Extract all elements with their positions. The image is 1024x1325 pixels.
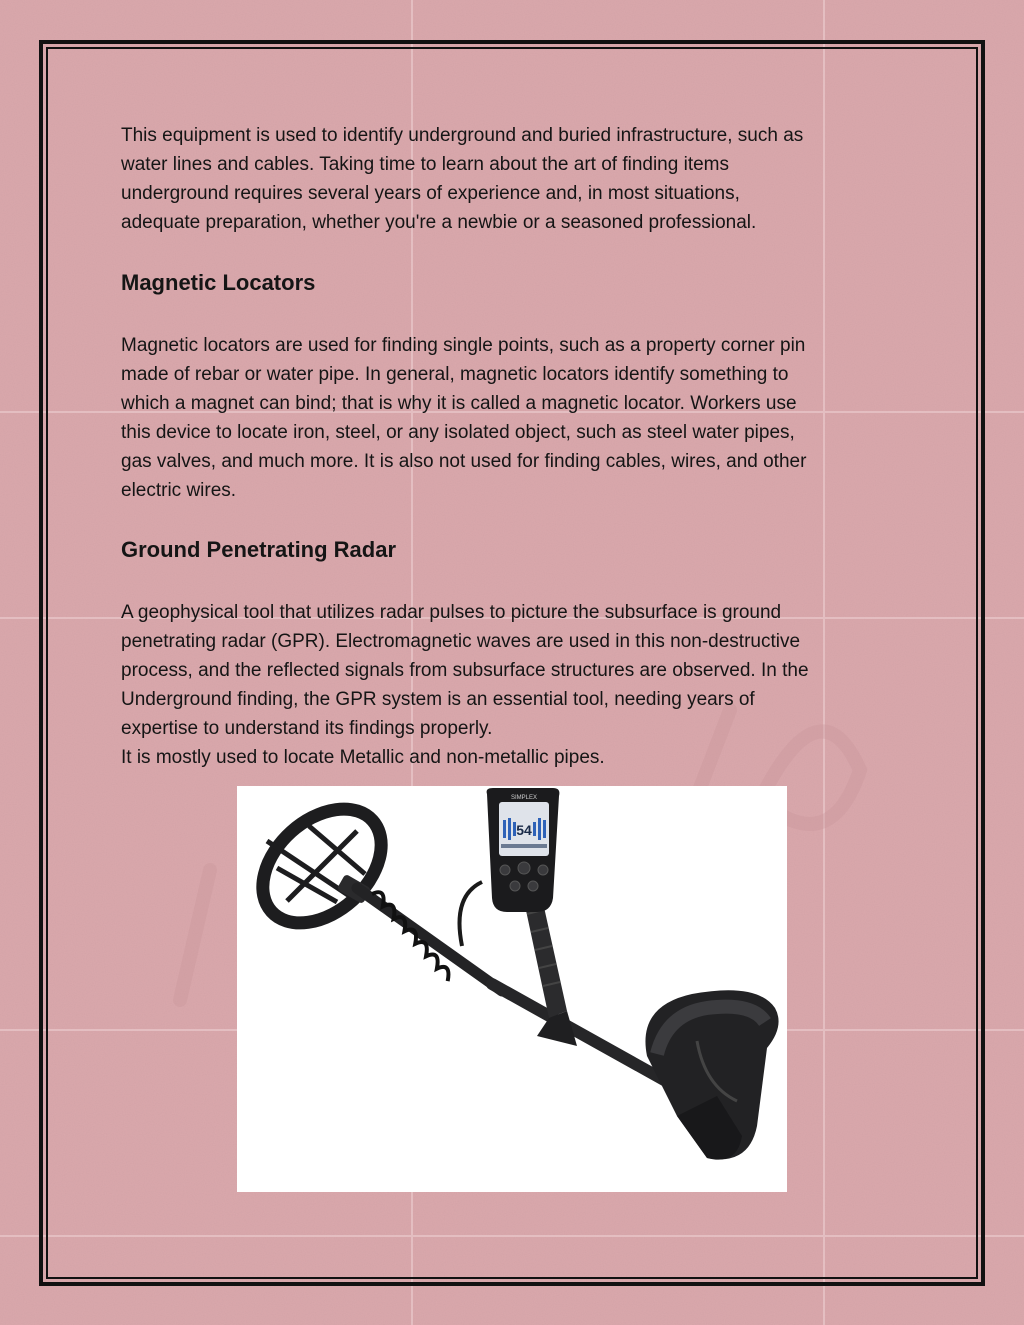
intro-paragraph: This equipment is used to identify underground and buried infrastructure, such as water lines and cables. Taking time to learn about the art of finding items underground requires several years of experience and, in most situations, adequate preparation, whether you're a newbie or a seasoned professional. [121, 125, 804, 233]
metal-detector-photo [237, 786, 787, 1192]
magnetic-locators-paragraph: Magnetic locators are used for finding single points, such as a property corner pin made of rebar or water pipe. In general, magnetic locators identify something to which a magnet can bind; that is why it is called a magnetic locator. Workers use this device to locate iron, steel, or any isolated object, such as steel water pipes, gas valves, and much more. It is also not used for finding cables, wires, and other electric wires. [121, 335, 807, 501]
control-box [487, 788, 560, 912]
brand-label: SIMPLEX [510, 795, 538, 801]
grip-handle [524, 898, 577, 1046]
arm-cuff [645, 990, 778, 1159]
lower-shaft [356, 888, 502, 991]
screen-reading: 54 [516, 822, 532, 838]
search-coil [241, 786, 404, 945]
article-body [121, 121, 921, 772]
ground-penetrating-radar-paragraph: A geophysical tool that utilizes radar pulses to picture the subsurface is ground penetrating radar (GPR). Electromagnetic waves are used in this non-destructive process, and the reflected signals from subsurface structures are observed. In the Underground finding, the GPR system is an essential tool, needing years of expertise to understand its findings properly. It is mostly used to locate Metallic and non-metallic pipes. [121, 602, 809, 768]
control-cable [460, 882, 483, 946]
ground-penetrating-radar-heading: Ground Penetrating Radar [121, 537, 397, 562]
magnetic-locators-heading: Magnetic Locators [121, 270, 316, 295]
